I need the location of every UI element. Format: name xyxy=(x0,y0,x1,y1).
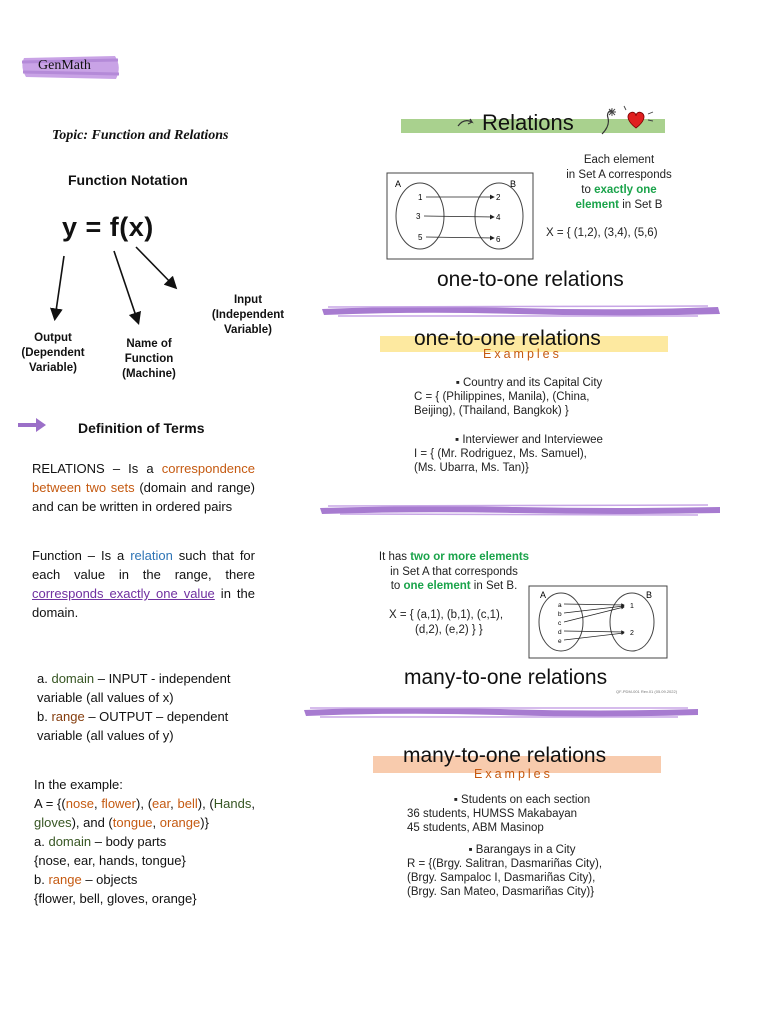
word-orange: orange xyxy=(159,815,201,830)
desc-line-3-hi: exactly one xyxy=(594,184,657,196)
domain-prefix: a. xyxy=(37,671,52,686)
relations-title: Relations xyxy=(482,110,574,135)
desc-line-4-post: in Set B xyxy=(619,199,663,211)
ex-domain-word: domain xyxy=(48,834,92,849)
example-barangays-line-3: (Brgy. San Mateo, Dasmariñas City)} xyxy=(407,886,595,898)
function-underline: corresponds exactly one value xyxy=(32,586,215,601)
mto-set-b-label: B xyxy=(646,590,653,600)
mto-desc-line-1 xyxy=(366,550,542,565)
a-value-3: 3 xyxy=(416,212,421,221)
one-to-one-examples-title: one-to-one relations xyxy=(414,327,601,350)
mto-desc-line-3 xyxy=(366,579,542,594)
domain-rest: – INPUT - independent variable (all values of x) xyxy=(37,671,231,705)
mto-desc-line-2: in Set A that corresponds xyxy=(390,565,518,578)
b-value-6: 6 xyxy=(496,235,501,244)
example-country-title: ▪ Country and its Capital City xyxy=(455,377,603,389)
mto-desc-line-3-post: in Set B. xyxy=(470,580,518,592)
one-to-one-example-list xyxy=(414,376,664,475)
domain-item xyxy=(37,669,255,707)
example-domain xyxy=(34,832,255,851)
example-interviewer-line-1: I = { (Mr. Rodriguez, Ms. Samuel), xyxy=(414,448,587,460)
example-range xyxy=(34,870,255,889)
many-to-one-footer: many-to-one relations xyxy=(404,666,608,689)
name-arrow xyxy=(114,251,138,322)
example-barangays-line-1: R = {(Brgy. Salitran, Dasmariñas City), xyxy=(407,858,603,870)
word-bell: bell xyxy=(177,796,198,811)
function-formula: y = f(x) xyxy=(62,212,154,242)
one-to-one-mapping-diagram xyxy=(386,172,534,260)
desc-line-4 xyxy=(548,198,690,213)
ex-range-prefix: b. xyxy=(34,872,49,887)
purple-divider-1 xyxy=(318,303,724,319)
example-barangays-line-2: (Brgy. Sampaloc I, Dasmariñas City), xyxy=(407,872,596,884)
document-code: QF-PDM-001 Rev.01 (05.09.2022) xyxy=(616,689,678,694)
mto-desc-line-3-hi: one element xyxy=(403,580,471,592)
word-nose: nose xyxy=(65,796,94,811)
squiggle-arrow-icon xyxy=(456,116,478,130)
function-notation-heading: Function Notation xyxy=(68,172,188,188)
ex-domain-rest: – body parts xyxy=(91,834,167,849)
desc-line-4-hi: element xyxy=(575,199,619,211)
ex-range-rest: – objects xyxy=(81,872,138,887)
example-students-title: ▪ Students on each section xyxy=(453,794,591,806)
many-to-one-description xyxy=(366,550,542,594)
many-to-one-examples-label: Examples xyxy=(474,767,553,781)
mto-b-value-1: 1 xyxy=(630,603,634,610)
mto-a-value-c: c xyxy=(558,620,562,627)
input-arrow xyxy=(136,247,175,287)
many-to-one-example-list xyxy=(407,793,667,899)
example-country-line-1: C = { (Philippines, Manila), (China, xyxy=(414,391,590,403)
mto-a-value-e: e xyxy=(558,638,562,645)
many-to-one-pairs-1: X = { (a,1), (b,1), (c,1), xyxy=(389,609,504,621)
desc-line-2: in Set A corresponds xyxy=(566,169,672,181)
example-country-line-2: Beijing), (Thailand, Bangkok) } xyxy=(414,405,569,417)
relations-definition xyxy=(32,459,255,516)
ex-range-word: range xyxy=(48,872,82,887)
mto-desc-line-1-pre: It has xyxy=(378,551,411,563)
example-domain-set: {nose, ear, hands, tongue} xyxy=(34,853,186,868)
mto-set-a-label: A xyxy=(540,590,547,600)
set-open: A = {( xyxy=(34,796,66,811)
relations-lead: RELATIONS – Is a xyxy=(32,461,162,476)
mto-b-value-2: 2 xyxy=(630,630,634,637)
genmath-tag: GenMath xyxy=(38,58,91,73)
word-tongue: tongue xyxy=(112,815,153,830)
one-to-one-footer: one-to-one relations xyxy=(437,268,624,291)
desc-line-3 xyxy=(548,183,690,198)
purple-divider-2 xyxy=(316,503,724,517)
mto-a-value-a: a xyxy=(558,602,562,609)
mto-a-value-d: d xyxy=(558,629,562,636)
b-value-2: 2 xyxy=(496,193,501,202)
heart-sparkle-icon xyxy=(598,104,654,138)
example-interviewer-title: ▪ Interviewer and Interviewee xyxy=(455,434,603,446)
relations-rest: (domain and range) and can be written in ordered pairs xyxy=(32,480,255,514)
relations-highlight: correspondence between two sets xyxy=(32,461,255,495)
function-rest: in the domain. xyxy=(32,586,255,620)
example-intro: In the example: xyxy=(34,777,123,792)
desc-line-3-pre: to xyxy=(581,184,595,196)
example-barangays-title: ▪ Barangays in a City xyxy=(468,844,576,856)
range-word: range xyxy=(51,709,85,724)
mto-desc-line-1-hi: two or more elements xyxy=(410,551,530,563)
domain-word: domain xyxy=(51,671,95,686)
desc-line-1: Each element xyxy=(583,154,655,166)
one-to-one-examples-label: Examples xyxy=(483,347,562,361)
example-set: A = {(nose, flower), (ear, bell), (Hands, gloves), and (tongue, orange)} xyxy=(34,796,255,830)
function-name-label: Name of Function (Machine) xyxy=(122,338,176,380)
many-to-one-examples-title: many-to-one relations xyxy=(403,744,607,767)
example-block xyxy=(34,775,255,908)
word-flower: flower xyxy=(101,796,136,811)
topic-title: Topic: Function and Relations xyxy=(52,128,229,143)
range-prefix: b. xyxy=(37,709,52,724)
one-to-one-description xyxy=(548,153,690,213)
a-value-1: 1 xyxy=(418,193,423,202)
set-a-label: A xyxy=(395,179,402,189)
one-to-one-pairs: X = { (1,2), (3,4), (5,6) xyxy=(546,227,658,239)
ex-domain-prefix: a. xyxy=(34,834,49,849)
function-lead: Function – Is a xyxy=(32,548,131,563)
output-label: Output (Dependent Variable) xyxy=(21,332,85,374)
purple-divider-3 xyxy=(300,704,702,720)
example-students-line-2: 45 students, ABM Masinop xyxy=(407,822,544,834)
function-definition xyxy=(32,546,255,622)
word-ear: ear xyxy=(152,796,171,811)
definition-heading: Definition of Terms xyxy=(78,420,205,436)
function-highlight: relation xyxy=(130,548,173,563)
function-middle: such that for each value in the range, there xyxy=(32,548,255,582)
domain-range-list xyxy=(37,669,255,745)
b-value-4: 4 xyxy=(496,213,501,222)
mto-desc-line-3-pre: to xyxy=(390,580,404,592)
output-arrow xyxy=(55,256,64,318)
range-rest: – OUTPUT – dependent variable (all values of y) xyxy=(37,709,229,743)
range-item xyxy=(37,707,255,745)
word-hands: Hands xyxy=(213,796,252,811)
a-value-5: 5 xyxy=(418,233,423,242)
arrow-right-icon xyxy=(16,416,48,434)
word-gloves: gloves xyxy=(34,815,72,830)
example-interviewer-line-2: (Ms. Ubarra, Ms. Tan)} xyxy=(414,462,529,474)
example-students-line-1: 36 students, HUMSS Makabayan xyxy=(407,808,578,820)
example-range-set: {flower, bell, gloves, orange} xyxy=(34,891,197,906)
mto-a-value-b: b xyxy=(558,611,562,618)
many-to-one-mapping-diagram xyxy=(528,585,668,659)
set-b-label: B xyxy=(510,179,517,189)
input-label: Input (Independent Variable) xyxy=(211,294,285,336)
many-to-one-pairs-2: (d,2), (e,2) } } xyxy=(415,624,483,636)
